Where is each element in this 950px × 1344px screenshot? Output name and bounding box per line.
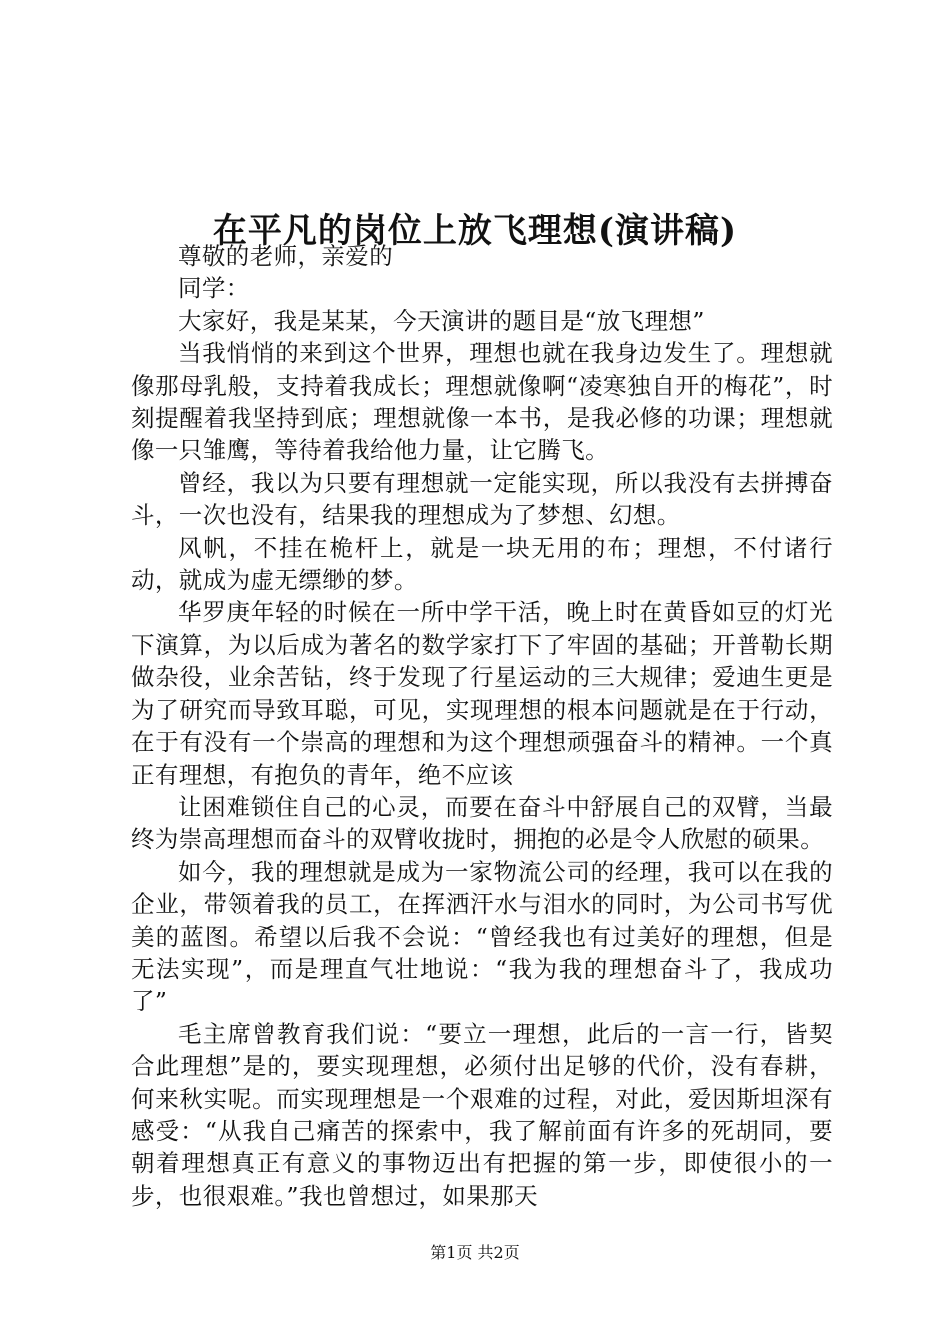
body-paragraph: 曾经，我以为只要有理想就一定能实现，所以我没有去拼搏奋斗，一次也没有，结果我的理想成为了梦想、幻想。 [131, 468, 833, 530]
body-paragraph: 华罗庚年轻的时候在一所中学干活，晚上时在黄昏如豆的灯光下演算，为以后成为著名的数学家打下了牢固的基础；开普勒长期做杂役，业余苦钻，终于发现了行星运动的三大规律；爱迪生更是为了研究而导致耳聪，可见，实现理想的根本问题就是在于行动，在于有没有一个崇高的理想和为这个理想顽强奋斗的精神。一个真正有理想，有抱负的青年，绝不应该 [131, 598, 833, 789]
body-paragraph: 如今，我的理想就是成为一家物流公司的经理，我可以在我的企业，带领着我的员工，在挥洒汗水与泪水的同时，为公司书写优美的蓝图。希望以后我不会说：“曾经我也有过美好的理想，但是无法实现”，而是理直气壮地说：“我为我的理想奋斗了，我成功了” [131, 857, 833, 1016]
document-body [131, 240, 833, 1212]
salutation-line-1: 尊敬的老师，亲爱的 [178, 242, 394, 270]
greeting-paragraph: 大家好，我是某某，今天演讲的题目是“放飞理想” [178, 306, 705, 335]
page-number-footer: 第1页 共2页 [430, 1243, 520, 1262]
salutation-line-2: 同学： [178, 274, 250, 303]
document-title: 在平凡的岗位上放飞理想(演讲稿) [212, 210, 738, 251]
body-paragraph: 当我悄悄的来到这个世界，理想也就在我身边发生了。理想就像那母乳般，支持着我成长；理想就像啊“凌寒独自开的梅花”，时刻提醒着我坚持到底；理想就像一本书，是我必修的功课；理想就像一只雏鹰，等待着我给他力量，让它腾飞。 [131, 339, 833, 465]
body-paragraph: 毛主席曾教育我们说：“要立一理想，此后的一言一行，皆契合此理想”是的，要实现理想，必须付出足够的代价，没有春耕，何来秋实呢。而实现理想是一个艰难的过程，对此，爱因斯坦深有感受：“从我自己痛苦的探索中，我了解前面有许多的死胡同，要朝着理想真正有意义的事物迈出有把握的第一步，即使很小的一步，也很艰难。”我也曾想过，如果那天 [131, 1019, 833, 1210]
body-paragraph: 让困难锁住自己的心灵，而要在奋斗中舒展自己的双臂，当最终为崇高理想而奋斗的双臂收拢时，拥抱的必是令人欣慰的硕果。 [131, 792, 833, 854]
body-paragraph: 风帆，不挂在桅杆上，就是一块无用的布；理想，不付诸行动，就成为虚无缥缈的梦。 [131, 533, 833, 595]
